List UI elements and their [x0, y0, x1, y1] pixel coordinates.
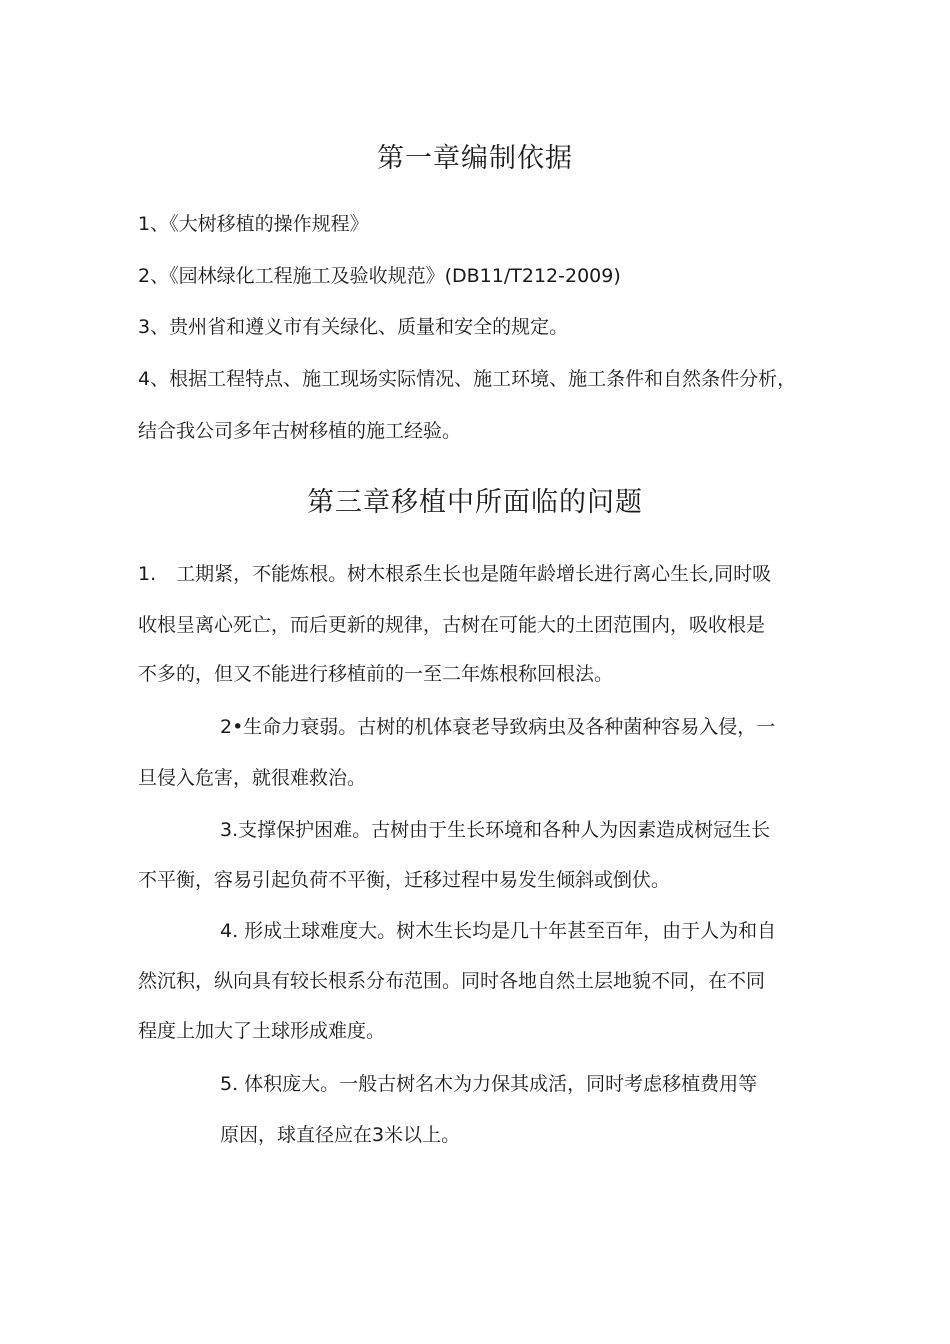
basis-item-2-code: (DB11/T212-2009)	[444, 265, 621, 287]
basis-item-4-continuation: 结合我公司多年古树移植的施工经验。	[138, 420, 462, 442]
basis-item-2-number: 2	[138, 265, 151, 287]
problem-3-number: 3.	[220, 819, 239, 841]
chapter-3-title: 第三章移植中所面临的问题	[307, 487, 643, 518]
chapter-1-title: 第一章编制依据	[377, 143, 573, 174]
problem-3-line-1	[220, 817, 770, 843]
basis-item-3-text: 、贵州省和遵义市有关绿化、质量和安全的规定。	[150, 316, 569, 338]
problem-1-line-1	[138, 561, 771, 587]
problem-4-number: 4	[220, 920, 233, 942]
basis-item-3	[138, 314, 568, 340]
problem-2-line-1	[220, 714, 775, 740]
problem-4-line-3: 程度上加大了土球形成难度。	[138, 1020, 386, 1042]
problem-1-number: 1.	[138, 563, 157, 585]
basis-item-1-number: 1	[138, 213, 151, 235]
problem-4-line-2: 然沉积，纵向具有较长根系分布范围。同时各地自然土层地貌不同，在不同	[138, 970, 766, 992]
problem-4-line-1	[220, 918, 776, 944]
problem-1-text-1: 工期紧，不能炼根。树木根系生长也是随年龄增长进行离心生长,同时吸	[176, 563, 772, 585]
problem-5-text-2a: 原因，球直径应在	[220, 1124, 373, 1146]
problem-5-line-1	[220, 1071, 757, 1097]
problem-5-text-2b: 米以上。	[384, 1124, 461, 1146]
problem-3-line-2: 不平衡，容易引起负荷不平衡，迁移过程中易发生倾斜或倒伏。	[138, 869, 671, 891]
basis-item-1	[138, 211, 369, 237]
problem-3-text-1: 支撑保护困难。古树由于生长环境和各种人为因素造成树冠生长	[238, 819, 771, 841]
problem-5-text-1: . 体积庞大。一般古树名木为力保其成活，同时考虑移植费用等	[232, 1073, 758, 1095]
basis-item-3-number: 3	[138, 316, 151, 338]
problem-5-number: 5	[220, 1073, 233, 1095]
basis-item-2-text: 、《园林绿化工程施工及验收规范》	[150, 265, 445, 287]
problem-2-number: 2•	[220, 716, 244, 738]
problem-1-line-3: 不多的，但又不能进行移植前的一至二年炼根称回根法。	[138, 663, 614, 685]
basis-item-2	[138, 263, 621, 289]
basis-item-4-text: 、根据工程特点、施工现场实际情况、施工环境、施工条件和自然条件分析，	[150, 368, 797, 390]
problem-5-diameter-value: 3	[372, 1124, 385, 1146]
problem-1-line-2: 收根呈离心死亡，而后更新的规律，古树在可能大的土团范围内，吸收根是	[138, 614, 766, 636]
problem-2-text-1: 生命力衰弱。古树的机体衰老导致病虫及各种菌种容易入侵，一	[243, 716, 776, 738]
basis-item-4	[138, 366, 796, 392]
problem-2-line-2: 旦侵入危害，就很难救治。	[138, 767, 367, 789]
problem-5-line-2	[220, 1122, 460, 1148]
basis-item-4-number: 4	[138, 368, 151, 390]
basis-item-1-text: 、《大树移植的操作规程》	[150, 213, 369, 235]
problem-4-text-1: . 形成土球难度大。树木生长均是几十年甚至百年，由于人为和自	[232, 920, 777, 942]
